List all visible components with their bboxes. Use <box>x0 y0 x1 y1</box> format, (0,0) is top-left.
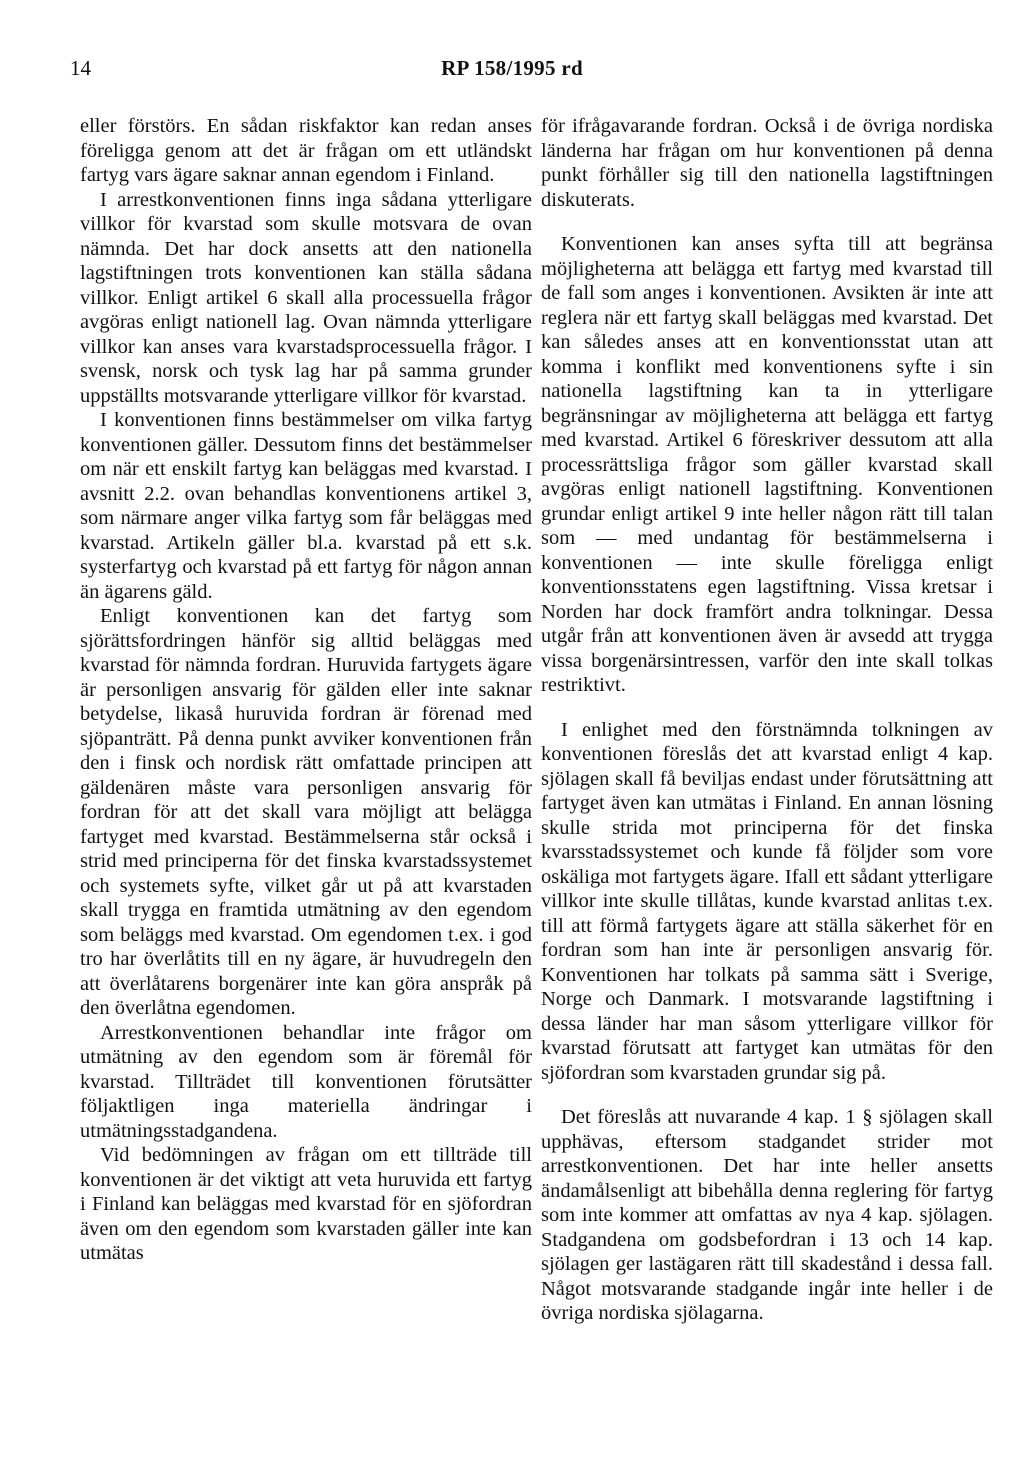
paragraph: för ifrågavarande fordran. Också i de övriga nordiska länderna har frågan om hur konventionen på denna punkt förhåller sig till den nationella lagstiftningen diskuterats. <box>541 115 993 211</box>
paragraph: I enlighet med den förstnämnda tolkningen av konventionen föreslås det att kvarstad enligt 4 kap. sjölagen skall få beviljas endast under förutsättning att fartyget även kan utmätas i Finland. En annan lösning skulle strida mot principerna för det finska kvarsstadssystemet och kunde få följder som vore oskäliga mot fartygets ägare. Ifall ett sådant ytterligare villkor inte skulle tillåtas, kunde kvarstad anlitas t.ex. till att förmå fartygets ägare att ställa säkerhet för en fordran som han inte är personligen ansvarig för. Konventionen har tolkats på samma sätt i Sverige, Norge och Danmark. I motsvarande lagstiftning i dessa länder har man såsom ytterligare villkor för kvarstad förutsatt att fartyget kan utmätas för den sjöfordran som kvarstaden grundar sig på. <box>541 718 993 1084</box>
paragraph: Arrestkonventionen behandlar inte frågor om utmätning av den egendom som är föremål för kvarstad. Tillträdet till konventionen förutsätter följaktligen inga materiella ändringar i utmätningsstadgandena. <box>80 1021 532 1142</box>
paragraph: I konventionen finns bestämmelser om vilka fartyg konventionen gäller. Dessutom finns det bestämmelser om när ett enskilt fartyg kan beläggas med kvarstad. I avsnitt 2.2. ovan behandlas konventionens artikel 3, som närmare anger vilka fartyg som får beläggas med kvarstad. Artikeln gäller bl.a. kvarstad på ett s.k. systerfartyg och kvarstad på ett fartyg för någon annan än ägarens gäld. <box>80 409 532 603</box>
page-number: 14 <box>70 56 91 80</box>
left-column <box>80 114 532 1266</box>
paragraph: Det föreslås att nuvarande 4 kap. 1 § sjölagen skall upphävas, eftersom stadgandet strider mot arrestkonventionen. Det har inte heller ansetts ändamålsenligt att bibehålla denna reglering för fartyg som inte kommer att omfattas av nya 4 kap. sjölagen. Stadgandena om godsbefordran i 13 och 14 kap. sjölagen ger lastägaren rätt till skadestånd i dessa fall. Något motsvarande stadgande ingår inte heller i de övriga nordiska sjölagarna. <box>541 1106 993 1324</box>
right-column <box>541 114 993 1326</box>
paragraph: Konventionen kan anses syfta till att begränsa möjligheterna att belägga ett fartyg med kvarstad till de fall som anges i konventionen. Avsikten är inte att reglera när ett fartyg skall beläggas med kvarstad. Det kan således anses att en konventionsstat utan att komma i konflikt med konventionens syfte i sin nationella lagstiftning kan ta in ytterligare begränsningar av möjligheterna att belägga ett fartyg med kvarstad. Artikel 6 föreskriver dessutom att alla processrättsliga frågor som gäller kvarstad skall avgöras enligt nationell lagstiftning. Konventionen grundar enligt artikel 9 inte heller någon rätt till talan som — med undantag för bestämmelserna i konventionen — inte skulle föreligga enligt konventionsstatens egen lagstiftning. Vissa kretsar i Norden har dock framfört andra tolkningar. Dessa utgår från att konventionen även är avsedd att trygga vissa borgenärsintressen, varför den inte skall tolkas restriktivt. <box>541 233 993 696</box>
paragraph: I arrestkonventionen finns inga sådana ytterligare villkor för kvarstad som skulle motsvara de ovan nämnda. Det har dock ansetts att den nationella lagstiftningen trots konventionen kan ställa sådana villkor. Enligt artikel 6 skall alla processuella frågor avgöras enligt nationell lag. Ovan nämnda ytterligare villkor kan anses vara kvarstadsprocessuella frågor. I svensk, norsk och tysk lag har på samma grunder uppställts motsvarande ytterligare villkor för kvarstad. <box>80 188 532 407</box>
running-head: RP 158/1995 rd <box>441 56 583 80</box>
paragraph: Enligt konventionen kan det fartyg som sjörättsfordringen hänför sig alltid beläggas med kvarstad för nämnda fordran. Huruvida fartygets ägare är personligen ansvarig för gälden eller inte saknar betydelse, likaså huruvida fordran är förenad med sjöpanträtt. På denna punkt avviker konventionen från den i finsk och nordisk rätt omfattade principen att gäldenären måste vara personligen ansvarig för fordran för att det skall vara möjligt att belägga fartyget med kvarstad. Bestämmelserna står också i strid med principerna för det finska kvarstadssystemet och systemets syfte, vilket går ut på att kvarstaden skall trygga en framtida utmätning av den egendom som beläggs med kvarstad. Om egendomen t.ex. i god tro har överlåtits till en ny ägare, är huvudregeln den att överlåtarens borgenärer inte kan göra anspråk på den överlåtna egendomen. <box>80 605 532 1019</box>
paragraph: eller förstörs. En sådan riskfaktor kan redan anses föreligga genom att det är frågan om ett utländskt fartyg vars ägare saknar annan egendom i Finland. <box>80 115 532 186</box>
paragraph: Vid bedömningen av frågan om ett tillträde till konventionen är det viktigt att veta huruvida ett fartyg i Finland kan beläggas med kvarstad för en sjöfordran även om den egendom som kvarstaden gäller inte kan utmätas <box>80 1144 532 1264</box>
